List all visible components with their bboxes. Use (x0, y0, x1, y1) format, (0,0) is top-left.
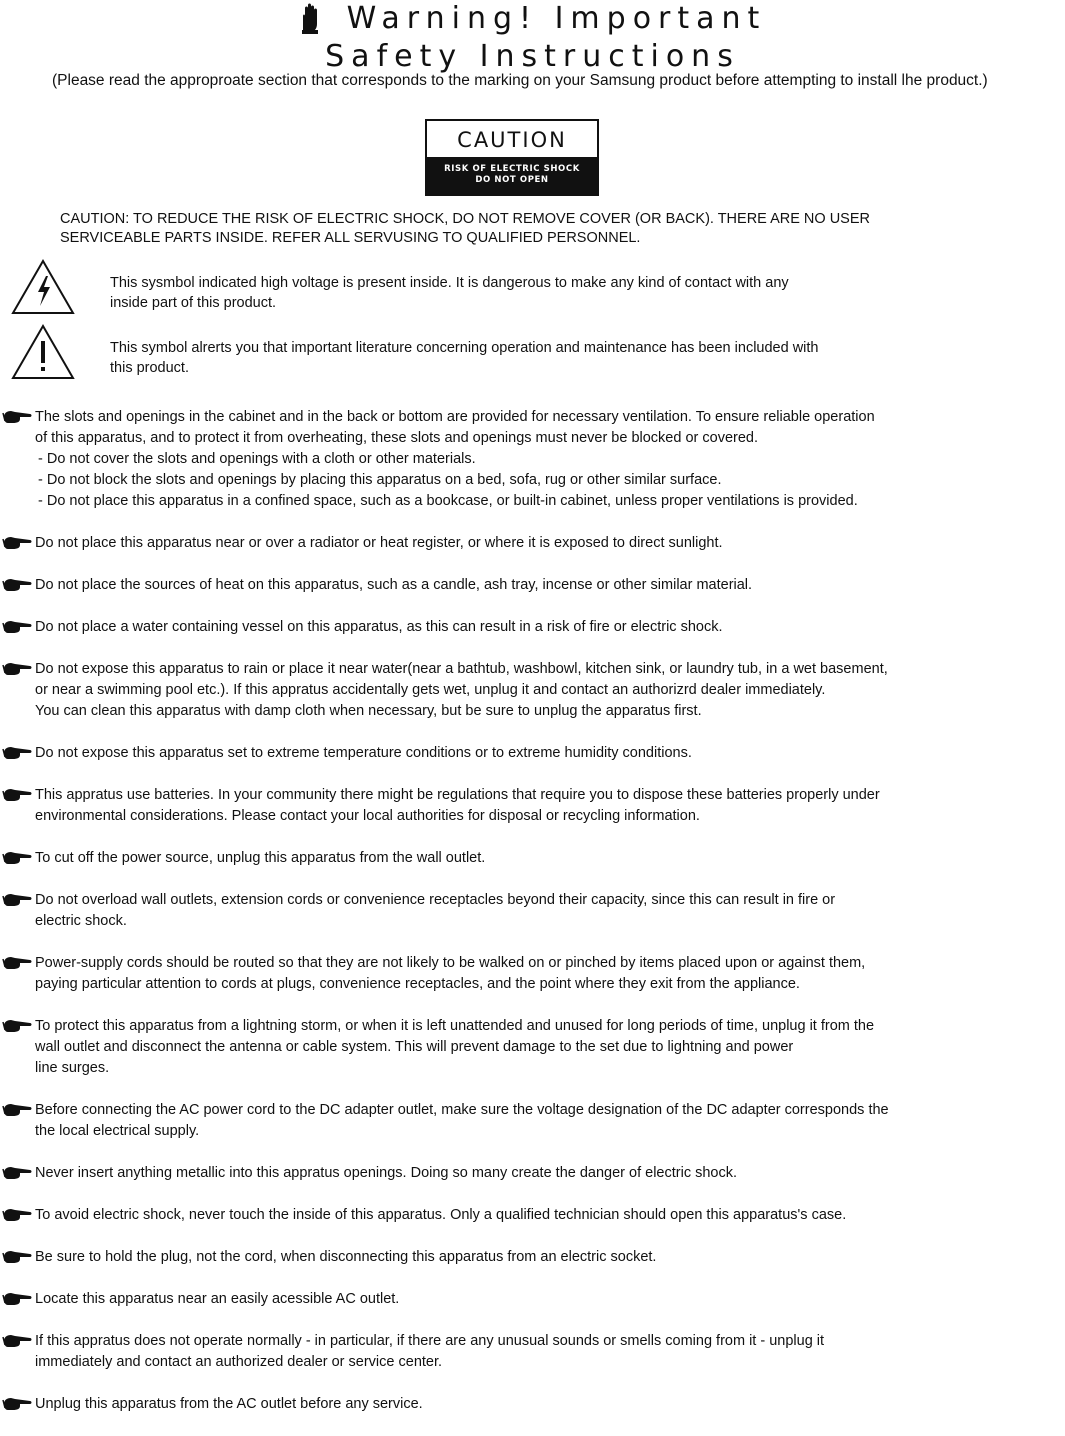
caution-label-subtitle (427, 157, 597, 194)
list-item-text: Before connecting the AC power cord to the DC adapter outlet, make sure the voltage designation of the DC adapter corresponds the (35, 1102, 889, 1118)
list-item (0, 617, 1065, 638)
list-item (0, 890, 1065, 932)
symbol-text-line: inside part of this product. (110, 294, 277, 311)
list-item (0, 1394, 1065, 1415)
list-item-subpoint: - Do not cover the slots and openings with a cloth or other materials. (38, 451, 476, 467)
pointing-hand-icon (2, 956, 32, 977)
list-item (0, 1289, 1065, 1310)
pointing-hand-icon (2, 1103, 32, 1124)
list-item-text: Do not place the sources of heat on this apparatus, such as a candle, ash tray, incense or other similar material. (35, 577, 753, 593)
list-item-text: If this appratus does not operate normally - in particular, if there are any unusual sounds or smells coming from it - unplug it (35, 1333, 825, 1349)
list-item-text: Do not place a water containing vessel on this apparatus, as this can result in a risk of fire or electric shock. (35, 619, 723, 635)
list-item-text: To protect this apparatus from a lightning storm, or when it is left unattended and unused for long periods of time, unplug it from the (35, 1018, 875, 1034)
intro-paragraph: (Please read the approproate section that corresponds to the marking on your Samsung product before attempting to install lhe product.) (52, 72, 988, 89)
pointing-hand-icon (2, 620, 32, 641)
document-header (0, 2, 1065, 73)
pointing-hand-icon (2, 851, 32, 872)
list-item-text: or near a swimming pool etc.). If this appratus accidentally gets wet, unplug it and contact an authorizrd dealer immediately. (35, 682, 826, 698)
caution-statement-line-1: CAUTION: TO REDUCE THE RISK OF ELECTRIC SHOCK, DO NOT REMOVE COVER (OR BACK). THERE ARE NO USER (60, 211, 870, 227)
pointing-hand-icon (2, 788, 32, 809)
safety-instruction-list (0, 407, 1065, 1436)
pointing-hand-icon (2, 1397, 32, 1418)
caution-sub-line-1: RISK OF ELECTRIC SHOCK (444, 164, 580, 174)
list-item (0, 1016, 1065, 1079)
list-item (0, 1247, 1065, 1268)
pointing-hand-icon (2, 1166, 32, 1187)
caution-label-title: CAUTION (457, 128, 567, 152)
pointing-hand-icon (2, 410, 32, 431)
list-item-text: Do not expose this apparatus to rain or place it near water(near a bathtub, washbowl, kitchen sink, or laundry tub, in a wet basement, (35, 661, 888, 677)
list-item-text: electric shock. (35, 913, 127, 929)
pointing-hand-icon (2, 1019, 32, 1040)
pointing-hand-icon (2, 893, 32, 914)
list-item (0, 953, 1065, 995)
list-item-text: You can clean this apparatus with damp cloth when necessary, but be sure to unplug the apparatus first. (35, 703, 702, 719)
pointing-hand-icon (2, 1208, 32, 1229)
list-item (0, 407, 1065, 512)
list-item-text: Do not overload wall outlets, extension cords or convenience receptacles beyond their capacity, since this can result in fire or (35, 892, 836, 908)
symbol-text-line: This sysmbol indicated high voltage is present inside. It is dangerous to make any kind of contact with any (110, 275, 789, 291)
title-text-line-2: Safety Instructions (325, 39, 740, 74)
list-item-text: environmental considerations. Please contact your local authorities for disposal or recycling information. (35, 808, 700, 824)
list-item-text: Never insert anything metallic into this appratus openings. Doing so many create the danger of electric shock. (35, 1165, 738, 1181)
list-item (0, 1331, 1065, 1373)
list-item (0, 785, 1065, 827)
list-item-text: Unplug this apparatus from the AC outlet before any service. (35, 1396, 423, 1412)
list-item (0, 1205, 1065, 1226)
title-text-line-1: Warning! Important (346, 1, 767, 36)
list-item-text: of this apparatus, and to protect it from overheating, these slots and openings must never be blocked or covered. (35, 430, 759, 446)
pointing-hand-icon (2, 1292, 32, 1313)
list-item-text: To avoid electric shock, never touch the inside of this apparatus. Only a qualified technician should open this apparatus's case. (35, 1207, 847, 1223)
list-item-text: line surges. (35, 1060, 110, 1076)
caution-sub-line-2: DO NOT OPEN (475, 175, 549, 185)
list-item (0, 743, 1065, 764)
pointing-hand-icon (2, 1250, 32, 1271)
caution-statement-line-2: SERVICEABLE PARTS INSIDE. REFER ALL SERVUSING TO QUALIFIED PERSONNEL. (60, 230, 641, 246)
list-item-text: To cut off the power source, unplug this apparatus from the wall outlet. (35, 850, 486, 866)
pointing-hand-icon (2, 746, 32, 767)
list-item-subpoint: - Do not block the slots and openings by placing this apparatus on a bed, sofa, rug or other similar surface. (38, 472, 722, 488)
list-item-text: paying particular attention to cords at plugs, convenience receptacles, and the point where they exit from the appliance. (35, 976, 800, 992)
title-line-1 (0, 2, 1065, 41)
list-item-subpoint: - Do not place this apparatus in a confined space, such as a bookcase, or built-in cabinet, unless proper ventilations is provided. (38, 493, 858, 509)
pointing-hand-icon (2, 1334, 32, 1355)
symbol-text-literature (110, 339, 990, 378)
raised-hand-icon (299, 2, 321, 41)
list-item (0, 848, 1065, 869)
caution-label (425, 119, 599, 196)
list-item (0, 575, 1065, 596)
list-item-text: This appratus use batteries. In your community there might be regulations that require you to dispose these batteries properly under (35, 787, 880, 803)
list-item (0, 533, 1065, 554)
list-item-text: Locate this apparatus near an easily acessible AC outlet. (35, 1291, 400, 1307)
list-item-text: Power-supply cords should be routed so that they are not likely to be walked on or pinched by items placed upon or against them, (35, 955, 866, 971)
symbol-text-line: This symbol alrerts you that important literature concerning operation and maintenance has been included with (110, 340, 819, 356)
pointing-hand-icon (2, 578, 32, 599)
list-item (0, 1100, 1065, 1142)
caution-statement (60, 210, 1020, 248)
pointing-hand-icon (2, 662, 32, 683)
list-item-text: The slots and openings in the cabinet and in the back or bottom are provided for necessary ventilation. To ensure reliable operation (35, 409, 875, 425)
list-item-text: immediately and contact an authorized dealer or service center. (35, 1354, 443, 1370)
symbol-text-line: this product. (110, 359, 189, 376)
list-item (0, 1163, 1065, 1184)
lightning-triangle-icon (10, 258, 76, 316)
list-item-text: Be sure to hold the plug, not the cord, when disconnecting this apparatus from an electric socket. (35, 1249, 657, 1265)
exclamation-triangle-icon (10, 323, 76, 381)
pointing-hand-icon (2, 536, 32, 557)
list-item-text: the local electrical supply. (35, 1123, 200, 1139)
list-item-text: Do not expose this apparatus set to extreme temperature conditions or to extreme humidity conditions. (35, 745, 692, 761)
symbol-text-high-voltage (110, 274, 990, 313)
list-item-text: wall outlet and disconnect the antenna or cable system. This will prevent damage to the set due to lightning and power (35, 1039, 794, 1055)
list-item-text: Do not place this apparatus near or over a radiator or heat register, or where it is exposed to direct sunlight. (35, 535, 723, 551)
list-item (0, 659, 1065, 722)
